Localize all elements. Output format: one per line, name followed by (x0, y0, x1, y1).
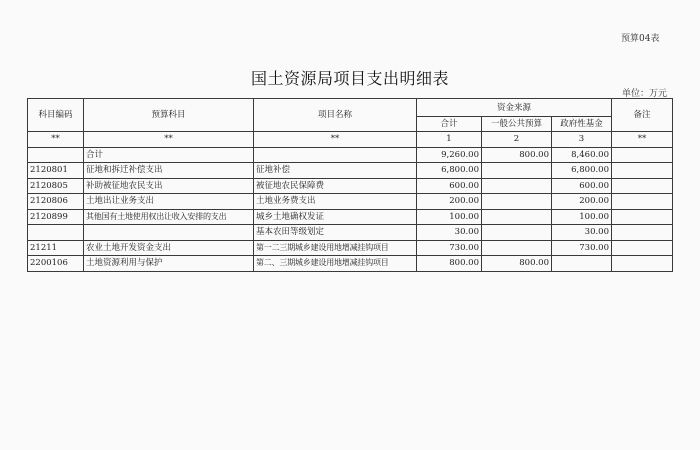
cell-project (254, 147, 417, 163)
index-remarks: ** (612, 132, 673, 148)
header-government-fund: 政府性基金 (552, 117, 612, 132)
cell-government-fund: 600.00 (552, 178, 612, 194)
cell-code: 2120801 (28, 163, 84, 179)
cell-code: 2120899 (28, 209, 84, 225)
cell-subject: 征地和拆迁补偿支出 (84, 163, 254, 179)
cell-government-fund: 100.00 (552, 209, 612, 225)
cell-project: 第二、三期城乡建设用地增减挂钩项目 (254, 256, 417, 272)
form-code-label: 预算04表 (621, 34, 660, 44)
cell-total: 30.00 (417, 225, 482, 241)
cell-general-budget (482, 194, 552, 210)
cell-general-budget (482, 225, 552, 241)
table-row (28, 178, 673, 194)
cell-remarks (612, 178, 673, 194)
page-title: 国土资源局项目支出明细表 (250, 69, 449, 88)
cell-project: 土地业务费支出 (254, 194, 417, 210)
table-row (28, 147, 673, 163)
cell-project: 被征地农民保障费 (254, 178, 417, 194)
cell-subject (84, 225, 254, 241)
table-row (28, 209, 673, 225)
cell-total: 600.00 (417, 178, 482, 194)
unit-label: 单位：万元 (622, 89, 668, 99)
cell-subject: 补助被征地农民支出 (84, 178, 254, 194)
cell-government-fund: 730.00 (552, 240, 612, 256)
cell-project: 征地补偿 (254, 163, 417, 179)
cell-code: 2200106 (28, 256, 84, 272)
cell-code (28, 225, 84, 241)
cell-government-fund: 30.00 (552, 225, 612, 241)
index-subject: ** (84, 132, 254, 148)
cell-code: 21211 (28, 240, 84, 256)
cell-project: 城乡土地确权发证 (254, 209, 417, 225)
cell-remarks (612, 256, 673, 272)
cell-remarks (612, 194, 673, 210)
cell-subject: 合计 (84, 147, 254, 163)
header-code: 科目编码 (28, 99, 84, 132)
cell-general-budget (482, 163, 552, 179)
header-funding-source: 资金来源 (417, 99, 612, 117)
cell-total: 200.00 (417, 194, 482, 210)
cell-total: 9,260.00 (417, 147, 482, 163)
header-remarks: 备注 (612, 99, 673, 132)
header-project: 项目名称 (254, 99, 417, 132)
cell-total: 730.00 (417, 240, 482, 256)
cell-subject: 农业土地开发资金支出 (84, 240, 254, 256)
table-row (28, 240, 673, 256)
table-row (28, 163, 673, 179)
header-subject: 预算科目 (84, 99, 254, 132)
cell-total: 6,800.00 (417, 163, 482, 179)
index-government-fund: 3 (552, 132, 612, 148)
index-row (28, 132, 673, 148)
cell-general-budget (482, 178, 552, 194)
cell-government-fund: 200.00 (552, 194, 612, 210)
cell-remarks (612, 240, 673, 256)
cell-government-fund: 6,800.00 (552, 163, 612, 179)
cell-subject: 其他国有土地使用权出让收入安排的支出 (84, 209, 254, 225)
cell-project: 第一二三期城乡建设用地增减挂钩项目 (254, 240, 417, 256)
index-total: 1 (417, 132, 482, 148)
index-code: ** (28, 132, 84, 148)
header-general-budget: 一般公共预算 (482, 117, 552, 132)
cell-general-budget: 800.00 (482, 147, 552, 163)
cell-general-budget (482, 209, 552, 225)
cell-government-fund: 8,460.00 (552, 147, 612, 163)
project-expenditure-table (27, 98, 673, 272)
cell-subject: 土地资源利用与保护 (84, 256, 254, 272)
cell-code: 2120805 (28, 178, 84, 194)
cell-code: 2120806 (28, 194, 84, 210)
cell-general-budget: 800.00 (482, 256, 552, 272)
cell-total: 100.00 (417, 209, 482, 225)
cell-code (28, 147, 84, 163)
table-row (28, 225, 673, 241)
cell-remarks (612, 163, 673, 179)
cell-government-fund (552, 256, 612, 272)
cell-remarks (612, 147, 673, 163)
cell-remarks (612, 225, 673, 241)
table-row (28, 256, 673, 272)
cell-total: 800.00 (417, 256, 482, 272)
index-general-budget: 2 (482, 132, 552, 148)
cell-subject: 土地出让业务支出 (84, 194, 254, 210)
cell-general-budget (482, 240, 552, 256)
header-total: 合计 (417, 117, 482, 132)
index-project: ** (254, 132, 417, 148)
table-row (28, 194, 673, 210)
cell-project: 基本农田等级划定 (254, 225, 417, 241)
cell-remarks (612, 209, 673, 225)
